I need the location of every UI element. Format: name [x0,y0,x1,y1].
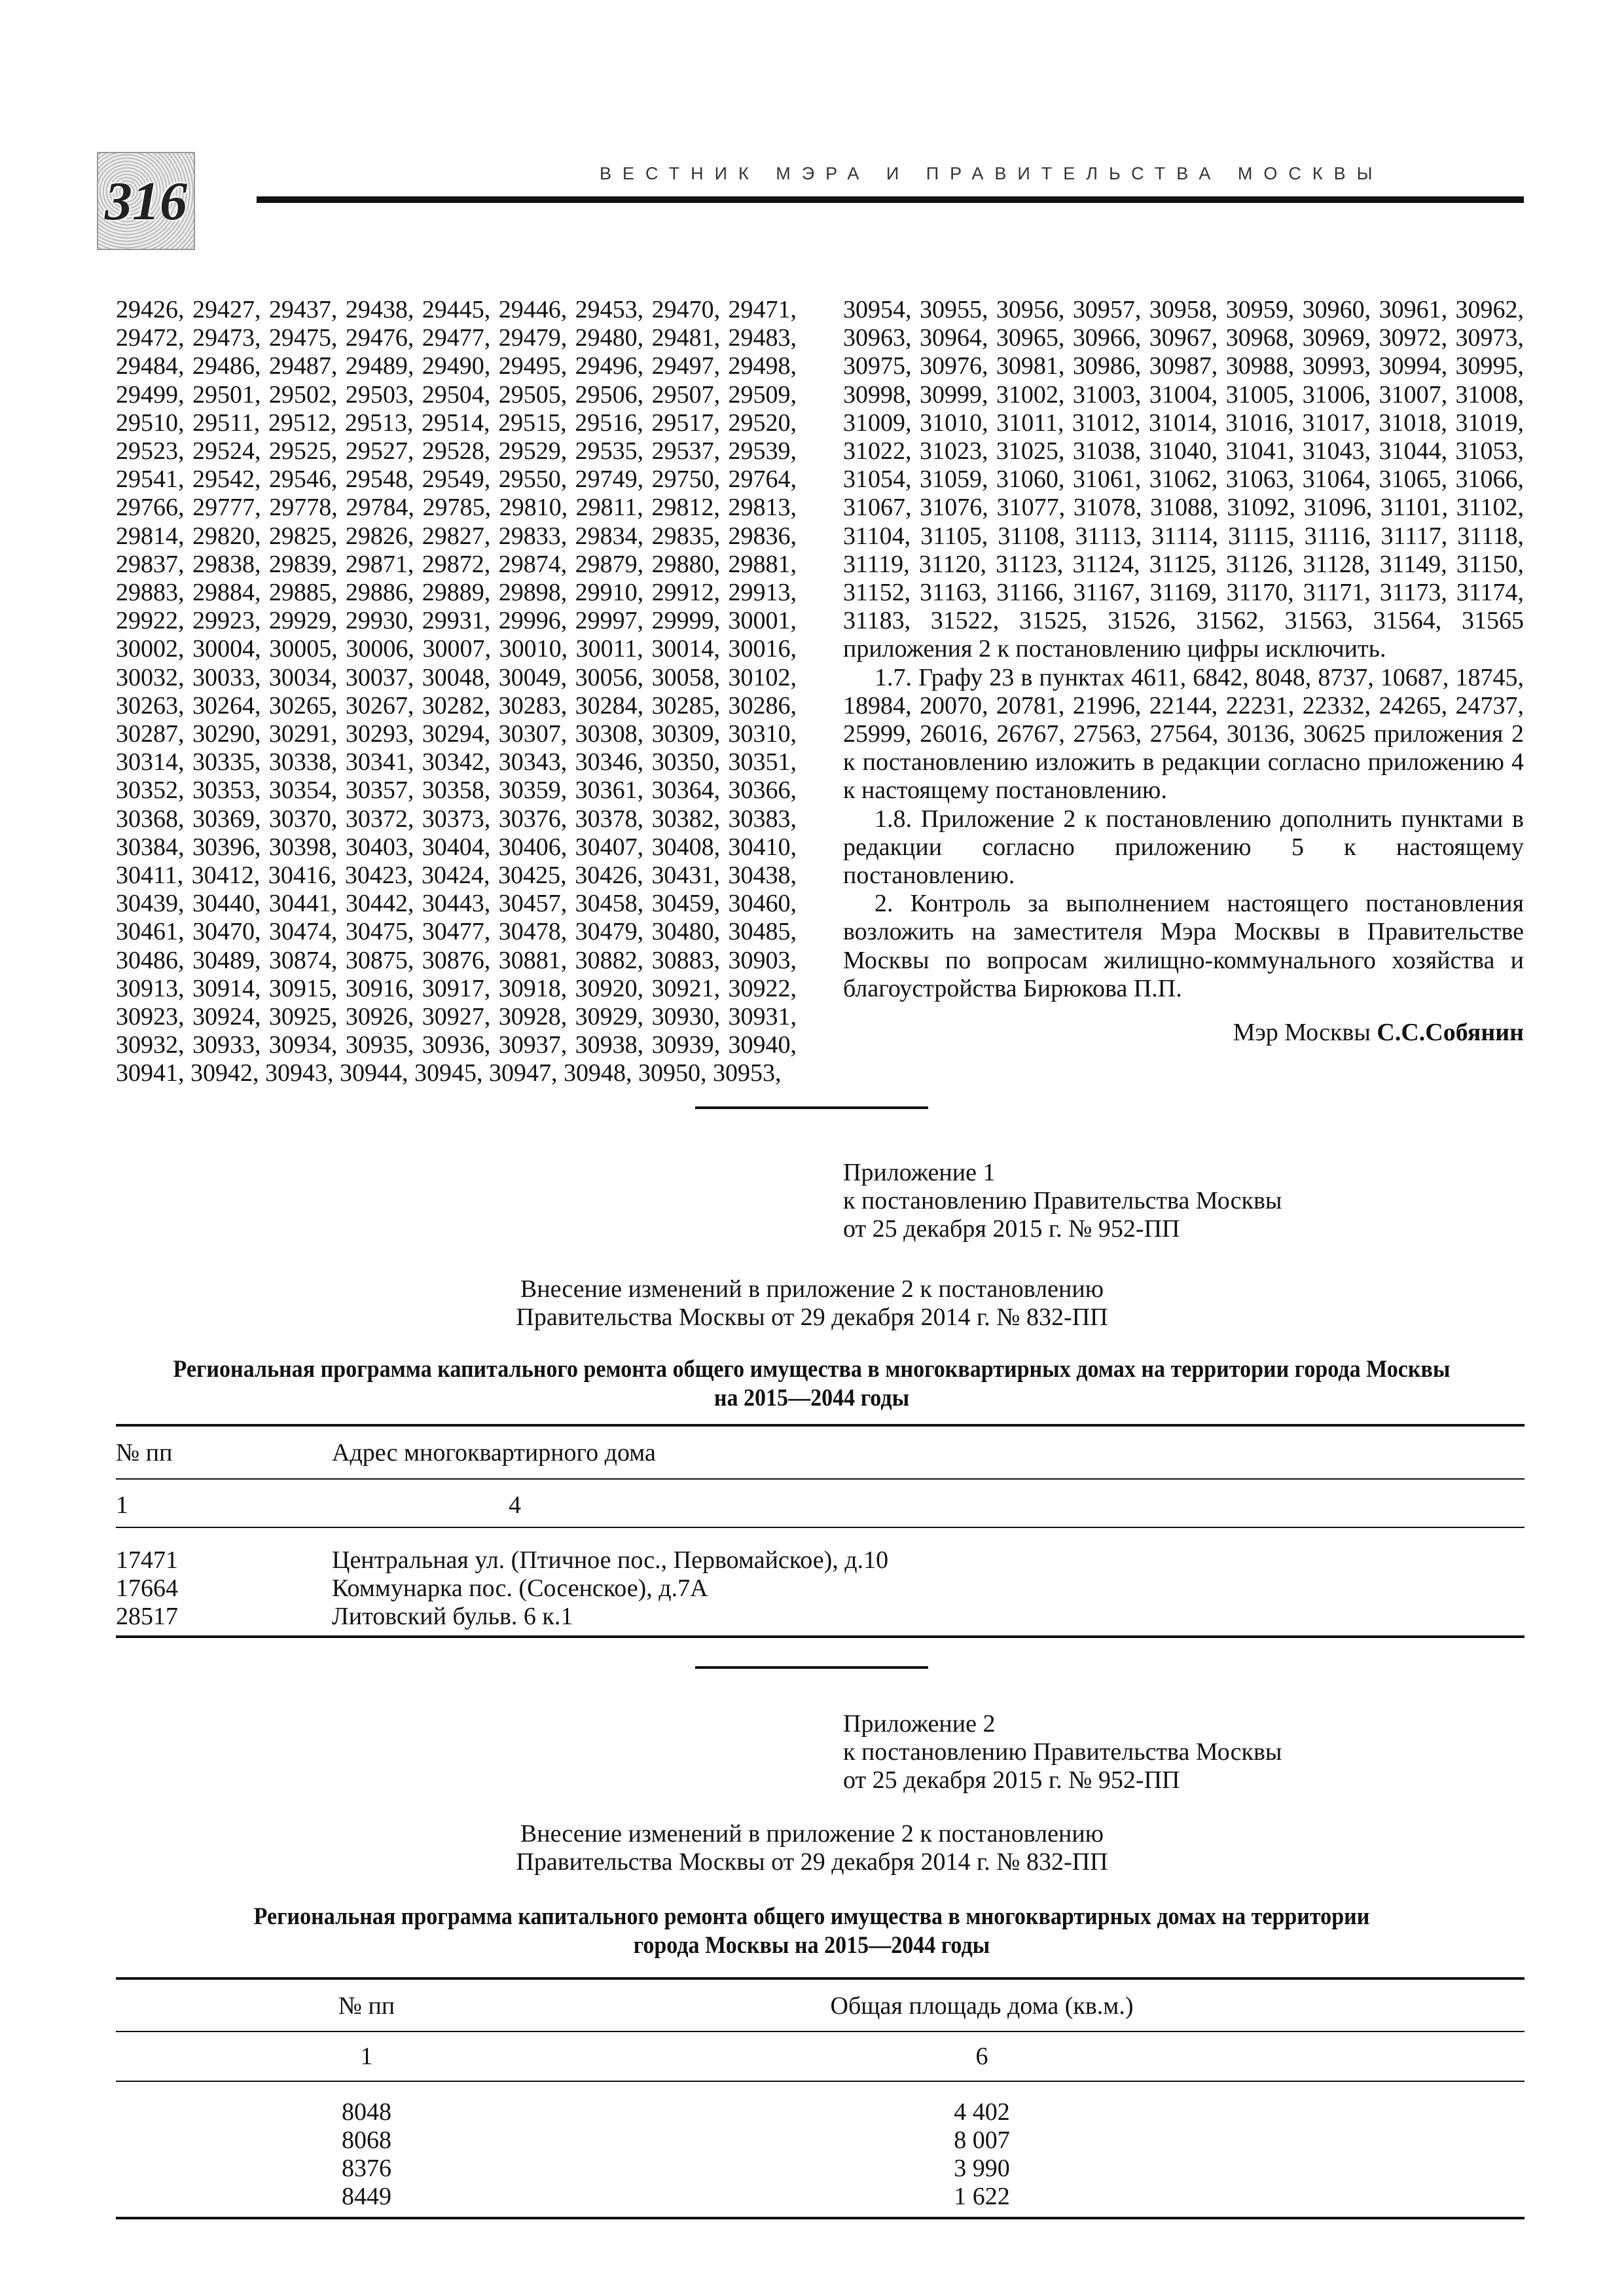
table-2-col-area: Общая площадь дома (кв.м.) [830,1992,1134,2020]
table-2-col-num: № пп [338,1992,395,2020]
separator-rule [695,1666,928,1669]
paragraph-2: 2. Контроль за выполнением настоящего постановления возложить на заместителя Мэра Москвы в Правительстве Москвы по вопросам жилищно-коммунального хозяйства и благоустройства Бирюкова П.П. [843,890,1524,1002]
appendix-1-intro-line-1: Внесение изменений в приложение 2 к постановлению [520,1275,1104,1303]
table-2-area-cell: 8 007 [954,2126,1010,2154]
table-1-rule [116,1527,1525,1528]
table-1-rule [116,1478,1525,1480]
appendix-2-intro [0,1820,1624,1876]
header-rule [257,196,1524,203]
running-head: ВЕСТНИК МЭРА И ПРАВИТЕЛЬСТВА МОСКВЫ [600,164,1384,183]
left-column [116,296,797,1088]
table-2-col-area-index: 6 [975,2043,988,2070]
appendix-2-title-line-1: Региональная программа капитального ремонта общего имущества в многоквартирных домах на территории [253,1903,1370,1930]
page-number: 316 [97,152,195,250]
signature [843,1019,1524,1047]
table-1-bottom-rule [116,1635,1525,1638]
table-1-addr-cell: Коммунарка пос. (Сосенское), д.7А [332,1575,708,1602]
appendix-1-intro-line-2: Правительства Москвы от 29 декабря 2014 г. № 832-ПП [516,1303,1108,1331]
table-2-num-cell: 8376 [342,2155,391,2182]
appendix-2-ref: к постановлению Правительства Москвы [843,1738,1282,1766]
table-1-col-num: № пп [116,1439,173,1467]
table-2-rule [116,2081,1525,2082]
appendix-2-intro-line-2: Правительства Москвы от 29 декабря 2014 г. № 832-ПП [516,1848,1108,1876]
right-column [843,296,1524,1047]
appendix-1-heading [843,1159,1282,1243]
signature-name: С.С.Собянин [1377,1019,1524,1047]
appendix-1-title-line-2: на 2015—2044 годы [713,1385,910,1412]
table-1-col-addr: Адрес многоквартирного дома [332,1439,656,1467]
table-2-area-cell: 4 402 [954,2098,1010,2126]
paragraph-1-7: 1.7. Графу 23 в пунктах 4611, 6842, 8048, 8737, 10687, 18745, 18984, 20070, 20781, 21996, 22144, 22231, 22332, 24265, 24737, 25999, 26016, 26767, 27563, 27564, 30136, 30625 приложения 2 к постановлению изложить в редакции согласно приложению 4 к настоящему постановлению. [843,663,1524,805]
table-2-rule [116,2031,1525,2032]
appendix-2-date: от 25 декабря 2015 г. № 952-ПП [843,1766,1180,1794]
table-1-addr-cell: Литовский бульв. 6 к.1 [332,1603,573,1630]
table-1-num-cell: 17471 [116,1546,178,1574]
appendix-2-title-line-2: города Москвы на 2015—2044 годы [633,1932,990,1959]
appendix-2-program-title [149,1903,1474,1960]
appendix-2-intro-line-1: Внесение изменений в приложение 2 к постановлению [520,1820,1104,1848]
table-1-top-rule [116,1424,1525,1427]
appendix-2-heading [843,1710,1282,1795]
appendix-2-label: Приложение 2 [843,1710,996,1738]
table-1-num-cell: 17664 [116,1575,178,1602]
deleted-items-list-continued: 30954, 30955, 30956, 30957, 30958, 30959, 30960, 30961, 30962, 30963, 30964, 30965, 30966, 30967, 30968, 30969, 30972, 30973, 30975, 30976, 30981, 30986, 30987, 30988, 30993, 30994, 30995, 30998, 30999, 31002, 31003, 31004, 31005, 31006, 31007, 31008, 31009, 31010, 31011, 31012, 31014, 31016, 31017, 31018, 31019, 31022, 31023, 31025, 31038, 31040, 31041, 31043, 31044, 31053, 31054, 31059, 31060, 31061, 31062, 31063, 31064, 31065, 31066, 31067, 31076, 31077, 31078, 31088, 31092, 31096, 31101, 31102, 31104, 31105, 31108, 31113, 31114, 31115, 31116, 31117, 31118, 31119, 31120, 31123, 31124, 31125, 31126, 31128, 31149, 31150, 31152, 31163, 31166, 31167, 31169, 31170, 31171, 31173, 31174, 31183, 31522, 31525, 31526, 31562, 31563, 31564, 31565 приложения 2 к постановлению цифры исключить. [843,296,1524,663]
signature-role: Мэр Москвы [1233,1019,1371,1047]
table-2-bottom-rule [116,2217,1525,2219]
table-1-addr-cell: Центральная ул. (Птичное пос., Первомайское), д.10 [332,1546,889,1574]
table-2-num-cell: 8048 [342,2098,391,2126]
table-2-col-num-index: 1 [360,2043,373,2070]
separator-rule [695,1106,928,1109]
table-2-num-cell: 8449 [342,2183,391,2210]
deleted-items-list: 29426, 29427, 29437, 29438, 29445, 29446, 29453, 29470, 29471, 29472, 29473, 29475, 29476, 29477, 29479, 29480, 29481, 29483, 29484, 29486, 29487, 29489, 29490, 29495, 29496, 29497, 29498, 29499, 29501, 29502, 29503, 29504, 29505, 29506, 29507, 29509, 29510, 29511, 29512, 29513, 29514, 29515, 29516, 29517, 29520, 29523, 29524, 29525, 29527, 29528, 29529, 29535, 29537, 29539, 29541, 29542, 29546, 29548, 29549, 29550, 29749, 29750, 29764, 29766, 29777, 29778, 29784, 29785, 29810, 29811, 29812, 29813, 29814, 29820, 29825, 29826, 29827, 29833, 29834, 29835, 29836, 29837, 29838, 29839, 29871, 29872, 29874, 29879, 29880, 29881, 29883, 29884, 29885, 29886, 29889, 29898, 29910, 29912, 29913, 29922, 29923, 29929, 29930, 29931, 29996, 29997, 29999, 30001, 30002, 30004, 30005, 30006, 30007, 30010, 30011, 30014, 30016, 30032, 30033, 30034, 30037, 30048, 30049, 30056, 30058, 30102, 30263, 30264, 30265, 30267, 30282, 30283, 30284, 30285, 30286, 30287, 30290, 30291, 30293, 30294, 30307, 30308, 30309, 30310, 30314, 30335, 30338, 30341, 30342, 30343, 30346, 30350, 30351, 30352, 30353, 30354, 30357, 30358, 30359, 30361, 30364, 30366, 30368, 30369, 30370, 30372, 30373, 30376, 30378, 30382, 30383, 30384, 30396, 30398, 30403, 30404, 30406, 30407, 30408, 30410, 30411, 30412, 30416, 30423, 30424, 30425, 30426, 30431, 30438, 30439, 30440, 30441, 30442, 30443, 30457, 30458, 30459, 30460, 30461, 30470, 30474, 30475, 30477, 30478, 30479, 30480, 30485, 30486, 30489, 30874, 30875, 30876, 30881, 30882, 30883, 30903, 30913, 30914, 30915, 30916, 30917, 30918, 30920, 30921, 30922, 30923, 30924, 30925, 30926, 30927, 30928, 30929, 30930, 30931, 30932, 30933, 30934, 30935, 30936, 30937, 30938, 30939, 30940, 30941, 30942, 30943, 30944, 30945, 30947, 30948, 30950, 30953, [116,296,797,1087]
appendix-1-label: Приложение 1 [843,1159,996,1186]
paragraph-1-8: 1.8. Приложение 2 к постановлению дополнить пунктами в редакции согласно приложению 5 к настоящему постановлению. [843,805,1524,890]
appendix-1-program-title [149,1355,1474,1413]
appendix-1-intro [0,1275,1624,1332]
appendix-1-title-line-1: Региональная программа капитального ремонта общего имущества в многоквартирных домах на территории города Москвы [173,1356,1451,1383]
appendix-1-ref: к постановлению Правительства Москвы [843,1187,1282,1214]
table-1-num-cell: 28517 [116,1603,178,1630]
table-2-area-cell: 3 990 [954,2155,1010,2182]
table-2-area-cell: 1 622 [954,2183,1010,2210]
table-2-num-cell: 8068 [342,2126,391,2154]
appendix-1-date: от 25 декабря 2015 г. № 952-ПП [843,1215,1180,1243]
table-1-col-addr-index: 4 [509,1491,521,1519]
table-2-top-rule [116,1977,1525,1980]
table-1-col-num-index: 1 [116,1491,128,1519]
